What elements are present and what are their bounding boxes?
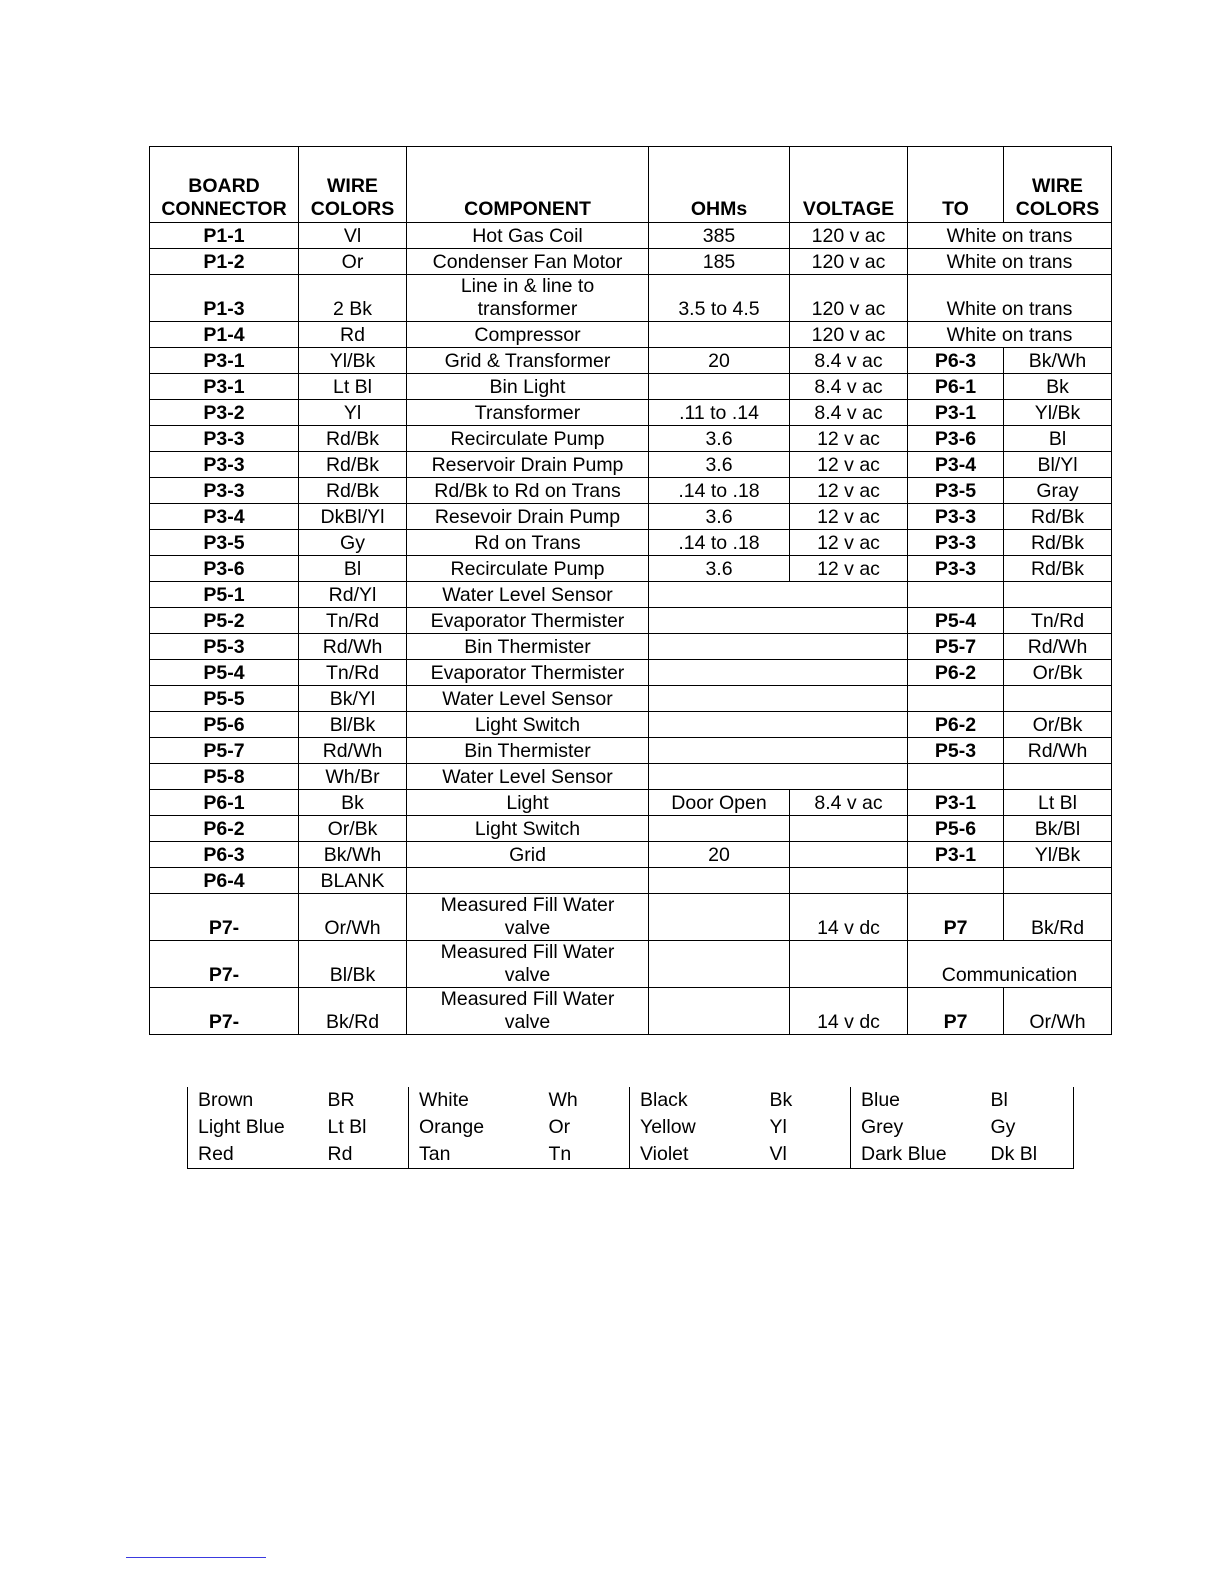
board-connector-cell: P3-3	[150, 478, 299, 504]
component-cell: Recirculate Pump	[407, 556, 649, 582]
to-wire-color-cell	[1004, 582, 1112, 608]
board-connector-cell: P6-2	[150, 816, 299, 842]
board-connector-cell: P7-	[150, 894, 299, 941]
ohms-voltage-cell	[649, 712, 908, 738]
table-row	[150, 634, 1112, 660]
table-row	[150, 322, 1112, 348]
voltage-cell: 12 v ac	[790, 504, 908, 530]
to-connector-cell: P3-4	[908, 452, 1004, 478]
to-connector-cell: P7	[908, 894, 1004, 941]
component-cell: Water Level Sensor	[407, 582, 649, 608]
ohms-cell: 385	[649, 223, 790, 249]
ohms-cell: 3.6	[649, 504, 790, 530]
legend-row	[188, 1141, 1074, 1169]
component-cell	[407, 868, 649, 894]
to-connector-cell: P5-6	[908, 816, 1004, 842]
table-row	[150, 816, 1112, 842]
wire-color-cell: DkBl/Yl	[299, 504, 407, 530]
voltage-cell: 12 v ac	[790, 452, 908, 478]
voltage-cell: 12 v ac	[790, 556, 908, 582]
component-cell: Condenser Fan Motor	[407, 249, 649, 275]
legend-color-abbr: Bk	[769, 1089, 793, 1111]
wire-color-cell: Yl/Bk	[299, 348, 407, 374]
to-connector-cell: P7	[908, 988, 1004, 1035]
component-cell: Measured Fill Water valve	[407, 941, 649, 988]
wire-color-cell: Rd/Bk	[299, 478, 407, 504]
component-cell: Transformer	[407, 400, 649, 426]
component-cell: Evaporator Thermister	[407, 660, 649, 686]
wire-color-cell: Tn/Rd	[299, 608, 407, 634]
ohms-voltage-cell	[649, 738, 908, 764]
table-row	[150, 348, 1112, 374]
table-row	[150, 556, 1112, 582]
to-wire-color-cell: Rd/Bk	[1004, 530, 1112, 556]
to-wire-color-cell	[1004, 686, 1112, 712]
table-row	[150, 223, 1112, 249]
legend-color-abbr: Lt Bl	[327, 1116, 367, 1138]
voltage-cell: 12 v ac	[790, 530, 908, 556]
wire-color-cell: Bl/Bk	[299, 941, 407, 988]
wire-color-cell: Gy	[299, 530, 407, 556]
legend-color-name: Dark Blue	[851, 1141, 987, 1169]
ohms-voltage-cell	[649, 686, 908, 712]
header-voltage: VOLTAGE	[790, 147, 908, 223]
to-wire-color-cell: Yl/Bk	[1004, 842, 1112, 868]
table-row	[150, 842, 1112, 868]
wire-color-cell: 2 Bk	[299, 275, 407, 322]
component-cell: Reservoir Drain Pump	[407, 452, 649, 478]
header-component: COMPONENT	[407, 147, 649, 223]
board-connector-cell: P5-4	[150, 660, 299, 686]
component-cell: Hot Gas Coil	[407, 223, 649, 249]
to-wire-color-cell: Bl/Yl	[1004, 452, 1112, 478]
table-row	[150, 452, 1112, 478]
voltage-cell: 120 v ac	[790, 322, 908, 348]
to-connector-cell: P3-1	[908, 790, 1004, 816]
board-connector-cell: P5-6	[150, 712, 299, 738]
ohms-cell: .14 to .18	[649, 478, 790, 504]
table-row	[150, 249, 1112, 275]
table-row	[150, 790, 1112, 816]
legend-row	[188, 1114, 1074, 1141]
component-cell: Measured Fill Water valve	[407, 894, 649, 941]
board-connector-cell: P5-7	[150, 738, 299, 764]
table-row	[150, 712, 1112, 738]
to-wire-color-cell: Rd/Wh	[1004, 634, 1112, 660]
to-wire-color-cell: Rd/Bk	[1004, 556, 1112, 582]
wire-color-cell: Or/Wh	[299, 894, 407, 941]
board-connector-cell: P7-	[150, 941, 299, 988]
destination-cell: White on trans	[908, 249, 1112, 275]
ohms-cell	[649, 868, 790, 894]
ohms-cell	[649, 988, 790, 1035]
component-cell: Grid & Transformer	[407, 348, 649, 374]
board-connector-cell: P5-1	[150, 582, 299, 608]
board-connector-cell: P6-3	[150, 842, 299, 868]
component-cell: Water Level Sensor	[407, 686, 649, 712]
legend-color-name: Red	[188, 1141, 324, 1169]
ohms-cell: 20	[649, 348, 790, 374]
ohms-cell: 3.6	[649, 426, 790, 452]
wire-color-cell: Bk/Wh	[299, 842, 407, 868]
wire-color-cell: Yl	[299, 400, 407, 426]
header-to-wire-colors: WIRE COLORS	[1004, 147, 1112, 223]
table-row	[150, 660, 1112, 686]
voltage-cell: 8.4 v ac	[790, 790, 908, 816]
legend-color-abbr: Wh	[548, 1089, 578, 1111]
legend-color-name: Grey	[851, 1114, 987, 1141]
component-cell: Light	[407, 790, 649, 816]
board-connector-cell: P1-2	[150, 249, 299, 275]
wire-color-cell: Bk/Yl	[299, 686, 407, 712]
board-connector-cell: P1-4	[150, 322, 299, 348]
wiring-table	[149, 146, 1112, 1035]
table-row	[150, 374, 1112, 400]
header-board-connector: BOARD CONNECTOR	[150, 147, 299, 223]
board-connector-cell: P3-1	[150, 348, 299, 374]
legend-color-abbr: Tn	[545, 1141, 630, 1169]
to-connector-cell: P6-2	[908, 712, 1004, 738]
legend-color-abbr: Rd	[324, 1141, 409, 1169]
ohms-cell: 20	[649, 842, 790, 868]
destination-cell: White on trans	[908, 223, 1112, 249]
to-connector-cell: P3-3	[908, 530, 1004, 556]
legend-color-abbr: Vl	[766, 1141, 851, 1169]
component-cell: Grid	[407, 842, 649, 868]
ohms-cell: .14 to .18	[649, 530, 790, 556]
to-wire-color-cell: Bk/Bl	[1004, 816, 1112, 842]
component-cell: Recirculate Pump	[407, 426, 649, 452]
table-row	[150, 504, 1112, 530]
table-row	[150, 426, 1112, 452]
ohms-cell: .11 to .14	[649, 400, 790, 426]
board-connector-cell: P3-4	[150, 504, 299, 530]
component-cell: Evaporator Thermister	[407, 608, 649, 634]
voltage-cell: 14 v dc	[790, 988, 908, 1035]
ohms-cell: 185	[649, 249, 790, 275]
to-wire-color-cell: Bk	[1004, 374, 1112, 400]
voltage-cell: 120 v ac	[790, 275, 908, 322]
board-connector-cell: P3-3	[150, 452, 299, 478]
component-cell: Bin Light	[407, 374, 649, 400]
component-cell: Water Level Sensor	[407, 764, 649, 790]
ohms-cell	[649, 941, 790, 988]
to-connector-cell	[908, 686, 1004, 712]
to-connector-cell: P6-1	[908, 374, 1004, 400]
wire-color-cell: Or	[299, 249, 407, 275]
board-connector-cell: P1-3	[150, 275, 299, 322]
legend-color-name: Tan	[409, 1141, 545, 1169]
legend-color-name: Blue	[851, 1087, 987, 1114]
table-row	[150, 478, 1112, 504]
ohms-cell	[649, 894, 790, 941]
wire-color-cell: Vl	[299, 223, 407, 249]
to-wire-color-cell: Lt Bl	[1004, 790, 1112, 816]
to-wire-color-cell: Rd/Wh	[1004, 738, 1112, 764]
to-wire-color-cell: Yl/Bk	[1004, 400, 1112, 426]
legend-color-abbr: Bl	[987, 1087, 1074, 1114]
ohms-cell	[649, 374, 790, 400]
to-wire-color-cell	[1004, 868, 1112, 894]
wire-color-cell: Rd	[299, 322, 407, 348]
to-connector-cell: P3-1	[908, 400, 1004, 426]
legend-color-abbr: Or	[548, 1116, 571, 1138]
header-ohms: OHMs	[649, 147, 790, 223]
voltage-cell: 120 v ac	[790, 223, 908, 249]
wire-color-cell: Bk	[299, 790, 407, 816]
legend-color-name: White	[409, 1087, 545, 1114]
voltage-cell: 8.4 v ac	[790, 348, 908, 374]
ohms-voltage-cell	[649, 660, 908, 686]
legend-color-name: Violet	[630, 1141, 766, 1169]
table-row	[150, 400, 1112, 426]
voltage-cell: 12 v ac	[790, 478, 908, 504]
destination-cell: White on trans	[908, 275, 1112, 322]
wire-color-cell: Rd/Wh	[299, 738, 407, 764]
ohms-cell	[649, 816, 790, 842]
wire-color-cell: Rd/Bk	[299, 452, 407, 478]
voltage-cell: 8.4 v ac	[790, 374, 908, 400]
ohms-cell: Door Open	[649, 790, 790, 816]
to-wire-color-cell	[1004, 764, 1112, 790]
board-connector-cell: P5-8	[150, 764, 299, 790]
voltage-cell: 14 v dc	[790, 894, 908, 941]
ohms-cell	[649, 322, 790, 348]
legend-color-abbr: Dk Bl	[987, 1141, 1074, 1169]
component-cell: Bin Thermister	[407, 738, 649, 764]
to-connector-cell	[908, 868, 1004, 894]
to-connector-cell: P5-3	[908, 738, 1004, 764]
component-cell: Rd/Bk to Rd on Trans	[407, 478, 649, 504]
component-cell: Light Switch	[407, 816, 649, 842]
wire-color-cell: Tn/Rd	[299, 660, 407, 686]
header-wire-colors: WIRE COLORS	[299, 147, 407, 223]
voltage-cell: 120 v ac	[790, 249, 908, 275]
wire-color-cell: Bk/Rd	[299, 988, 407, 1035]
to-connector-cell: P3-5	[908, 478, 1004, 504]
board-connector-cell: P7-	[150, 988, 299, 1035]
table-row	[150, 582, 1112, 608]
board-connector-cell: P3-3	[150, 426, 299, 452]
legend-color-name: Brown	[188, 1087, 324, 1114]
color-legend	[187, 1087, 1074, 1169]
wire-color-cell: Or/Bk	[299, 816, 407, 842]
wire-color-cell: BLANK	[299, 868, 407, 894]
board-connector-cell: P3-5	[150, 530, 299, 556]
header-row	[150, 147, 1112, 223]
table-row	[150, 275, 1112, 322]
to-wire-color-cell: Or/Bk	[1004, 660, 1112, 686]
wire-color-cell: Rd/Wh	[299, 634, 407, 660]
to-connector-cell: P3-3	[908, 504, 1004, 530]
to-wire-color-cell: Bk/Wh	[1004, 348, 1112, 374]
table-row	[150, 738, 1112, 764]
to-connector-cell: P6-3	[908, 348, 1004, 374]
ohms-voltage-cell	[649, 634, 908, 660]
header-to: TO	[908, 147, 1004, 223]
to-connector-cell: P6-2	[908, 660, 1004, 686]
legend-color-name: Orange	[409, 1114, 545, 1141]
footer-rule	[126, 1557, 266, 1558]
voltage-cell	[790, 816, 908, 842]
legend-color-name: Yellow	[630, 1114, 766, 1141]
wire-color-cell: Bl	[299, 556, 407, 582]
legend-color-abbr: Yl	[769, 1116, 787, 1138]
table-row	[150, 530, 1112, 556]
table-row	[150, 988, 1112, 1035]
legend-row	[188, 1087, 1074, 1114]
component-cell: Measured Fill Water valve	[407, 988, 649, 1035]
component-cell: Light Switch	[407, 712, 649, 738]
table-row	[150, 941, 1112, 988]
board-connector-cell: P3-1	[150, 374, 299, 400]
to-wire-color-cell: Bl	[1004, 426, 1112, 452]
board-connector-cell: P6-1	[150, 790, 299, 816]
ohms-cell: 3.6	[649, 452, 790, 478]
wiring-table-body	[150, 223, 1112, 1035]
voltage-cell: 8.4 v ac	[790, 400, 908, 426]
component-cell: Compressor	[407, 322, 649, 348]
wire-color-cell: Rd/Bk	[299, 426, 407, 452]
table-row	[150, 686, 1112, 712]
to-connector-cell: P5-4	[908, 608, 1004, 634]
color-legend-body	[188, 1087, 1074, 1169]
table-row	[150, 868, 1112, 894]
table-row	[150, 894, 1112, 941]
ohms-cell: 3.5 to 4.5	[649, 275, 790, 322]
component-cell: Rd on Trans	[407, 530, 649, 556]
component-cell: Resevoir Drain Pump	[407, 504, 649, 530]
wire-color-cell: Wh/Br	[299, 764, 407, 790]
ohms-cell: 3.6	[649, 556, 790, 582]
ohms-voltage-cell	[649, 764, 908, 790]
legend-color-abbr: BR	[327, 1089, 355, 1111]
board-connector-cell: P3-6	[150, 556, 299, 582]
board-connector-cell: P5-5	[150, 686, 299, 712]
voltage-cell	[790, 842, 908, 868]
destination-cell: White on trans	[908, 322, 1112, 348]
to-connector-cell: P5-7	[908, 634, 1004, 660]
board-connector-cell: P5-2	[150, 608, 299, 634]
to-connector-cell	[908, 582, 1004, 608]
to-connector-cell	[908, 764, 1004, 790]
table-row	[150, 764, 1112, 790]
component-cell: Bin Thermister	[407, 634, 649, 660]
to-connector-cell: P3-6	[908, 426, 1004, 452]
to-wire-color-cell: Or/Wh	[1004, 988, 1112, 1035]
to-wire-color-cell: Or/Bk	[1004, 712, 1112, 738]
board-connector-cell: P1-1	[150, 223, 299, 249]
to-wire-color-cell: Bk/Rd	[1004, 894, 1112, 941]
voltage-cell	[790, 868, 908, 894]
destination-cell: Communication	[908, 941, 1112, 988]
board-connector-cell: P3-2	[150, 400, 299, 426]
to-connector-cell: P3-3	[908, 556, 1004, 582]
ohms-voltage-cell	[649, 582, 908, 608]
legend-color-name: Light Blue	[188, 1114, 324, 1141]
ohms-voltage-cell	[649, 608, 908, 634]
wire-color-cell: Lt Bl	[299, 374, 407, 400]
voltage-cell	[790, 941, 908, 988]
to-wire-color-cell: Gray	[1004, 478, 1112, 504]
wire-color-cell: Rd/Yl	[299, 582, 407, 608]
to-wire-color-cell: Tn/Rd	[1004, 608, 1112, 634]
legend-color-name: Black	[630, 1087, 766, 1114]
board-connector-cell: P6-4	[150, 868, 299, 894]
voltage-cell: 12 v ac	[790, 426, 908, 452]
to-connector-cell: P3-1	[908, 842, 1004, 868]
wire-color-cell: Bl/Bk	[299, 712, 407, 738]
table-row	[150, 608, 1112, 634]
component-cell: Line in & line to transformer	[407, 275, 649, 322]
to-wire-color-cell: Rd/Bk	[1004, 504, 1112, 530]
board-connector-cell: P5-3	[150, 634, 299, 660]
legend-color-abbr: Gy	[987, 1114, 1074, 1141]
